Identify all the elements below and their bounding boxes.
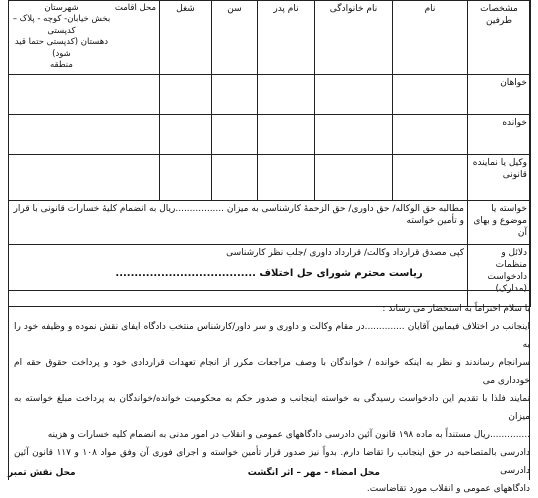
left-border	[8, 0, 9, 480]
header-job: شغل	[160, 1, 212, 75]
claim-text-line-2: و تأمین خواسته	[406, 215, 464, 226]
plaintiff-father-name[interactable]	[258, 74, 315, 114]
defendant-last-name[interactable]	[315, 114, 393, 154]
header-residence	[9, 1, 160, 75]
body-line-4: ..............ریال مستنداً به ماده ۱۹۸ قانون آئین دادرسی دادگاههای عمومی و انقلاب در امور مدنی به انضمام کلیه خسارات و هزینه	[47, 430, 530, 440]
defendant-age[interactable]	[212, 114, 258, 154]
claim-text	[9, 200, 468, 244]
lawyer-address[interactable]	[9, 154, 160, 200]
body-line-5: دادرسی بالمتصاحبه در حق اینجانب را تقاضا دارم. بدواً نیز صدور قرار تأمین خواسته و اجرای فوری آن وفق مواد ۱۰۸ و ۱۱۷ قانون آئین دادرسی	[14, 448, 530, 476]
defendant-father-name[interactable]	[258, 114, 315, 154]
claim-text-line-1: مطالبه حق الوکاله/ حق داوری/ حق الزحمهٔ کارشناسی به میزان .................ریال به انضمام کلیهٔ خسارات قانونی با قرار	[13, 203, 464, 214]
lawyer-last-name[interactable]	[315, 154, 393, 200]
body-line-6: دادگاههای عمومی و انقلاب مورد تقاضاست.	[366, 484, 530, 494]
stamp-area: محل نقش تمبر	[8, 468, 76, 478]
evidence-label: دلائل و منظمات دادخواست (مدارک)	[468, 244, 531, 306]
parties-table	[8, 0, 531, 307]
plaintiff-last-name[interactable]	[315, 74, 393, 114]
body-line-2: سرانجام رساندند و نظر به اینکه خوانده / خواندگان با وصف مراجعات مکرر از انجام تعهدات قراردادی خود و پرداخت حقوق حقه ام خودداری می	[14, 358, 530, 386]
body-line-1: اینجانب در اختلاف فیمابین آقایان ..............در مقام وکالت و داوری و سر داور/کارشناس منتخب دادگاه ایفای نقش نموده و وظیفه خود را به	[14, 322, 530, 350]
header-age: سن	[212, 1, 258, 75]
lawyer-first-name[interactable]	[393, 154, 468, 200]
header-address-1: شهرستان	[44, 3, 79, 13]
header-last-name: نام خانوادگی	[315, 1, 393, 75]
row-lawyer-label: وکیل یا نماینده قانونی	[468, 154, 531, 200]
header-parties: مشخصات طرفین	[468, 1, 531, 75]
lawyer-age[interactable]	[212, 154, 258, 200]
defendant-first-name[interactable]	[393, 114, 468, 154]
plaintiff-address[interactable]	[9, 74, 160, 114]
row-defendant-label: خوانده	[468, 114, 531, 154]
defendant-job[interactable]	[160, 114, 212, 154]
title-divider	[8, 290, 530, 291]
header-address-3: دهستان (کدپستی حتما قید شود)	[14, 37, 109, 59]
plaintiff-first-name[interactable]	[393, 74, 468, 114]
petition-form	[8, 0, 530, 494]
header-father-name: نام پدر	[258, 1, 315, 75]
plaintiff-job[interactable]	[160, 74, 212, 114]
evidence-text: کپی مصدق قرارداد وکالت/ قرارداد داوری /جلب نظر کارشناسی	[9, 244, 468, 306]
header-address-4: منطقه	[49, 60, 73, 71]
lawyer-father-name[interactable]	[258, 154, 315, 200]
header-first-name: نام	[393, 1, 468, 75]
body-line-3: نمایند فلذا با تقدیم این دادخواست رسیدگی به خواسته اینجانب و صدور حکم به محکومیت خوانده/خواندگان به پرداخت مبلغ خواسته به میزان	[14, 394, 530, 422]
claim-label: خواسته یا موضوع و بهای آن	[468, 200, 531, 244]
header-address-2: بخش خیابان- کوچه - پلاک – کدپستی	[12, 14, 111, 36]
lawyer-job[interactable]	[160, 154, 212, 200]
plaintiff-age[interactable]	[212, 74, 258, 114]
right-border	[529, 0, 530, 480]
header-residence-label: محل اقامت	[114, 3, 156, 13]
body-greeting: با سلام احتراماً به استحضار می رساند :	[382, 304, 530, 314]
addressee-title: ریاست محترم شورای حل اختلاف .....................................	[115, 268, 423, 279]
defendant-address[interactable]	[9, 114, 160, 154]
signature-area[interactable]: محل امضاء - مهر – اثر انگشت	[247, 468, 380, 478]
row-plaintiff-label: خواهان	[468, 74, 531, 114]
